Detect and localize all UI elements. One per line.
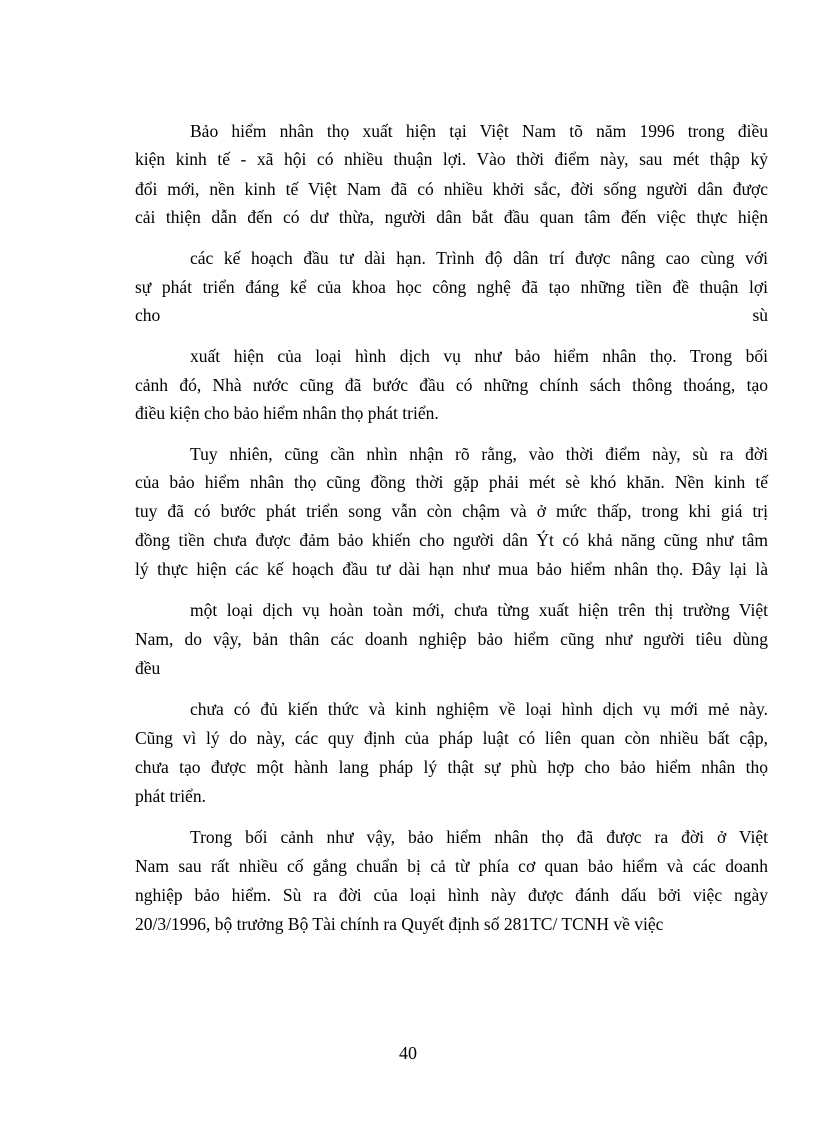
text-line: lý thực hiện các kế hoạch đầu tư dài hạn như mua bảo hiểm nhân thọ. Đây lại là (135, 559, 768, 579)
text-line: Trong bối cảnh như vậy, bảo hiểm nhân thọ đã được ra đời ở Việt (190, 827, 768, 847)
text-line: nghiệp bảo hiểm. Sù ra đời của loại hình này được đánh dấu bởi việc ngày (135, 885, 768, 905)
text-line: đồng tiền chưa được đảm bảo khiến cho người dân Ýt có khả năng cũng như tâm (135, 530, 768, 550)
text-line: Bảo hiểm nhân thọ xuất hiện tại Việt Nam tõ năm 1996 trong điều (190, 121, 768, 141)
text-line: Cũng vì lý do này, các quy định của pháp luật có liên quan còn nhiều bất cập, (135, 728, 768, 748)
text-line: Nam, do vậy, bản thân các doanh nghiệp bảo hiểm cũng như người tiêu dùng (135, 629, 768, 649)
text-line: Nam sau rất nhiều cố gắng chuẩn bị cả từ phía cơ quan bảo hiểm và các doanh (135, 856, 768, 876)
text-line: phát triển. (135, 786, 206, 806)
text-line: chưa có đủ kiến thức và kinh nghiệm về loại hình dịch vụ mới mẻ này. (190, 699, 768, 719)
text-line: một loại dịch vụ hoàn toàn mới, chưa từng xuất hiện trên thị trường Việt (190, 600, 768, 620)
text-line: đổi mới, nền kinh tế Việt Nam đã có nhiều khởi sắc, đời sống người dân được (135, 179, 768, 199)
text-line: sự phát triển đáng kể của khoa học công nghệ đã tạo những tiền đề thuận lợi (135, 277, 768, 297)
text-fragment: sù (752, 305, 768, 325)
text-line: điều kiện cho bảo hiểm nhân thọ phát triển. (135, 403, 439, 423)
text-line: của bảo hiểm nhân thọ cũng đồng thời gặp phải mét sè khó khăn. Nền kinh tế (135, 472, 768, 492)
text-line: cảnh đó, Nhà nước cũng đã bước đầu có những chính sách thông thoáng, tạo (135, 375, 768, 395)
text-line: xuất hiện của loại hình dịch vụ như bảo hiểm nhân thọ. Trong bối (190, 346, 768, 366)
text-line: tuy đã có bước phát triển song vẫn còn chậm và ở mức thấp, trong khi giá trị (135, 501, 768, 521)
text-line-split (135, 304, 768, 326)
text-line: các kế hoạch đầu tư dài hạn. Trình độ dân trí được nâng cao cùng với (190, 248, 768, 268)
text-line: 20/3/1996, bộ trưởng Bộ Tài chính ra Quyết định số 281TC/ TCNH về việc (135, 914, 664, 934)
text-line: kiện kinh tế - xã hội có nhiều thuận lợi. Vào thời điểm này, sau mét thập kỷ (135, 149, 768, 169)
text-line: đều (135, 658, 161, 678)
text-line: chưa tạo được một hành lang pháp lý thật sự phù hợp cho bảo hiểm nhân thọ (135, 757, 768, 777)
text-line: Tuy nhiên, cũng cần nhìn nhận rõ rằng, vào thời điểm này, sù ra đời (190, 444, 768, 464)
text-line: cải thiện dẫn đến có dư thừa, người dân bắt đầu quan tâm đến việc thực hiện (135, 207, 768, 227)
page-number: 40 (399, 1043, 417, 1063)
text-fragment: cho (135, 305, 161, 325)
